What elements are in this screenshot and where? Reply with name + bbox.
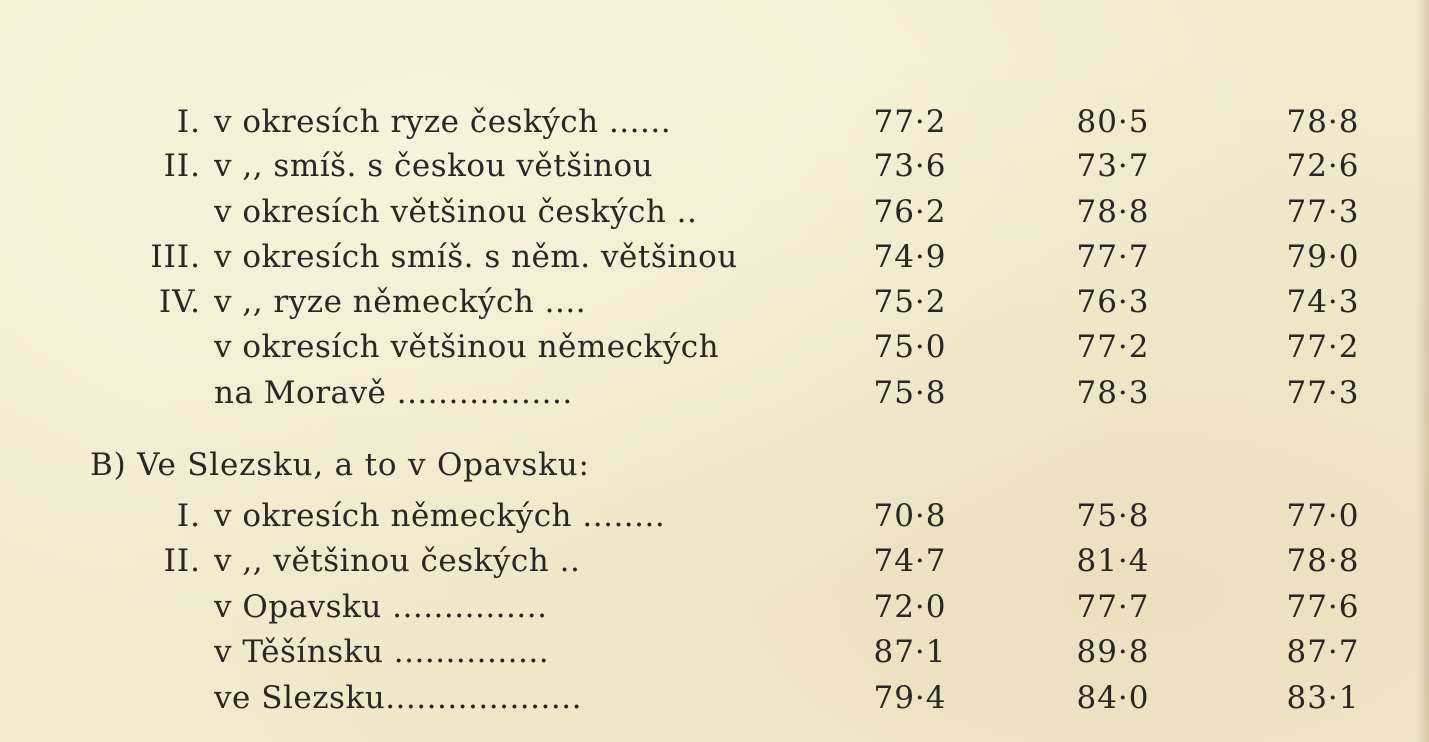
row-numeral: I. [176, 498, 201, 534]
row-description: v okresích ryze českých ...... [214, 104, 672, 140]
value-col-2: 81·4 [1076, 543, 1150, 579]
table-row [0, 100, 1429, 144]
value-col-3: 83·1 [1286, 680, 1360, 716]
value-col-3: 78·8 [1286, 543, 1360, 579]
value-col-1: 79·4 [873, 680, 947, 716]
value-col-2: 78·3 [1076, 375, 1150, 411]
row-description: v Opavsku ............... [214, 589, 548, 625]
value-col-1: 72·0 [873, 589, 947, 625]
table-row [0, 494, 1429, 538]
value-col-2: 77·2 [1076, 329, 1150, 365]
row-description: v okresích většinou českých .. [214, 194, 698, 230]
value-col-1: 74·7 [873, 543, 947, 579]
row-description: ve Slezsku................... [214, 680, 582, 716]
value-col-2: 77·7 [1076, 239, 1150, 275]
value-col-1: 74·9 [873, 239, 947, 275]
value-col-2: 76·3 [1076, 284, 1150, 320]
value-col-3: 77·2 [1286, 329, 1360, 365]
value-col-2: 77·7 [1076, 589, 1150, 625]
table-row [0, 539, 1429, 583]
table-row [0, 371, 1429, 415]
table-row [0, 144, 1429, 188]
value-col-2: 80·5 [1076, 104, 1150, 140]
value-col-2: 84·0 [1076, 680, 1150, 716]
row-numeral: I. [176, 104, 201, 140]
table-row [0, 190, 1429, 234]
value-col-3: 77·6 [1286, 589, 1360, 625]
value-col-1: 77·2 [873, 104, 947, 140]
row-numeral: II. [163, 543, 201, 579]
value-col-3: 72·6 [1286, 148, 1360, 184]
row-description: v ,, většinou českých .. [214, 543, 581, 579]
value-col-2: 78·8 [1076, 194, 1150, 230]
row-numeral: II. [163, 148, 201, 184]
value-col-3: 77·3 [1286, 375, 1360, 411]
row-description: v okresích německých ........ [214, 498, 666, 534]
table-row [0, 585, 1429, 629]
value-col-3: 77·0 [1286, 498, 1360, 534]
value-col-1: 75·8 [873, 375, 947, 411]
value-col-2: 73·7 [1076, 148, 1150, 184]
table-row [0, 325, 1429, 369]
value-col-3: 77·3 [1286, 194, 1360, 230]
row-description: v Těšínsku ............... [214, 634, 550, 670]
table-row [0, 630, 1429, 674]
value-col-3: 74·3 [1286, 284, 1360, 320]
value-col-1: 70·8 [873, 498, 947, 534]
row-description: na Moravě ................. [214, 375, 573, 411]
row-description: v ,, smíš. s českou většinou [214, 148, 654, 184]
section-heading: B) Ve Slezsku, a to v Opavsku: [90, 447, 590, 483]
row-description: v ,, ryze německých .... [214, 284, 587, 320]
value-col-1: 75·0 [873, 329, 947, 365]
row-description: v okresích smíš. s něm. většinou [214, 239, 738, 275]
value-col-1: 75·2 [873, 284, 947, 320]
table-row [0, 280, 1429, 324]
value-col-3: 79·0 [1286, 239, 1360, 275]
value-col-2: 75·8 [1076, 498, 1150, 534]
value-col-1: 76·2 [873, 194, 947, 230]
table-row [0, 676, 1429, 720]
value-col-1: 87·1 [873, 634, 947, 670]
value-col-1: 73·6 [873, 148, 947, 184]
table-row [0, 235, 1429, 279]
row-numeral: IV. [158, 284, 201, 320]
value-col-2: 89·8 [1076, 634, 1150, 670]
value-col-3: 78·8 [1286, 104, 1360, 140]
row-description: v okresích většinou německých [214, 329, 720, 365]
row-numeral: III. [150, 239, 201, 275]
value-col-3: 87·7 [1286, 634, 1360, 670]
